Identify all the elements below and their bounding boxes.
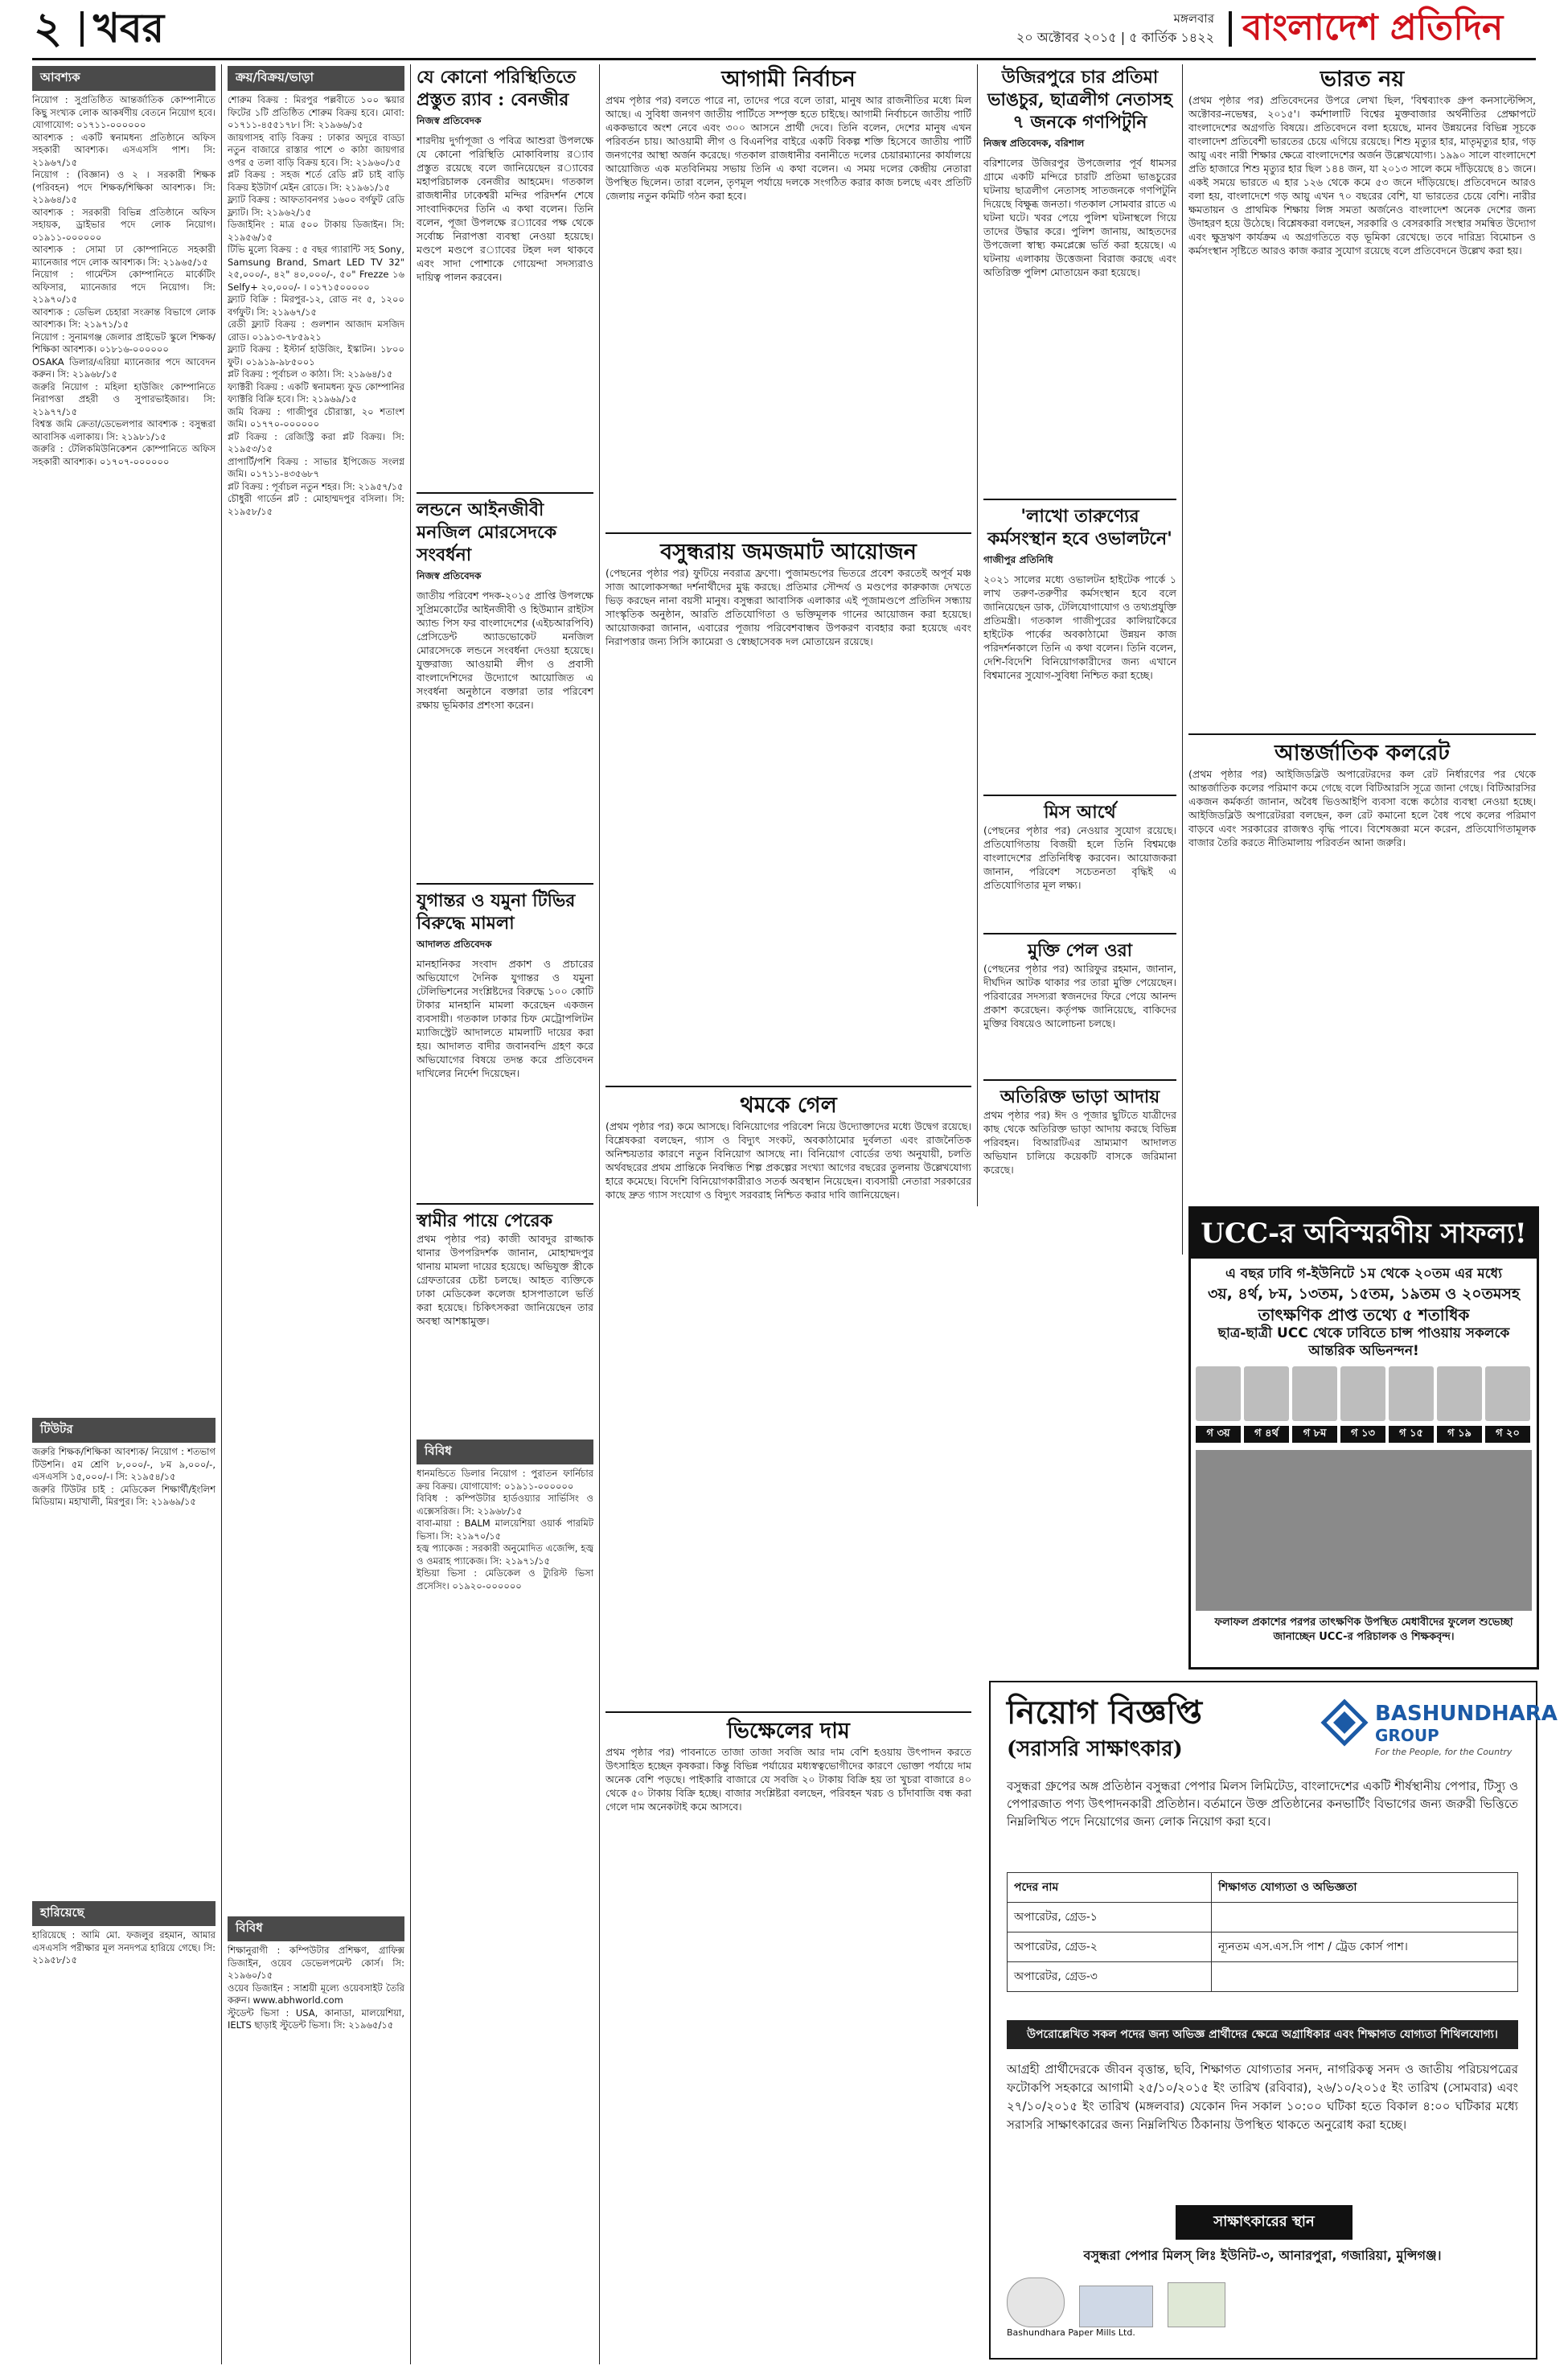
student-photo [1340, 1366, 1385, 1421]
divider [983, 1079, 1176, 1081]
article-headline: মুক্তি পেল ওরা [1027, 940, 1133, 961]
job-table [1007, 1872, 1518, 1992]
classified-text: হারিয়েছে : আমি মো. ফজলুর রহমান, আমার এসএসসি পরীক্ষার মূল সনদপত্র হারিয়ে গেছে। সি: ২১৯৫৮/১৫ [32, 1929, 219, 1965]
divider [983, 499, 1176, 500]
classified-header: হারিয়েছে [32, 1901, 215, 1926]
job-qualification [1212, 1962, 1518, 1992]
article-byline: নিজস্ব প্রতিবেদক, বরিশাল [983, 138, 1085, 149]
article-body: শারদীয় দুর্গাপূজা ও পবিত্র আশুরা উপলক্ষে যে কোনো পরিস্থিতি মোকাবিলায় র‌্যাব প্রস্তুত রয়েছে বলে জানিয়েছেন র‌্যাবের মহাপরিচালক বেনজীর আহমেদ। গতকাল রাজধানীর ঢাকেশ্বরী মন্দির পরিদর্শন শেষে সাংবাদিকদের তিনি এ কথা বলেন। তিনি বলেন, পূজা উপলক্ষে র‌্যাবের পক্ষ থেকে সর্বোচ্চ নিরাপত্তা ব্যবস্থা নেওয়া হয়েছে। মণ্ডপে মণ্ডপে র‌্যাবের টহল দল থাকবে এবং সাদা পোশাকে গোয়েন্দা সদস্যরাও দায়িত্ব পালন করবেন। [417, 134, 597, 283]
article-body: (প্রথম পৃষ্ঠার পর) কমে আসছে। বিনিয়োগের পরিবেশ নিয়ে উদ্যোক্তাদের মধ্যে উদ্বেগ রয়েছে। বিশ্লেষকরা বলছেন, গ্যাস ও বিদ্যুৎ সংকট, অবকাঠামোর দুর্বলতা এবং রাজনৈতিক অনিশ্চয়তার কারণে নতুন বিনিয়োগ আসছে না। বিনিয়োগ বোর্ডের তথ্য অনুযায়ী, চলতি অর্থবছরের প্রথম প্রান্তিকে নিবন্ধিত শিল্প প্রকল্পের সংখ্যা আগের বছরের তুলনায় উল্লেখযোগ্য হারে কমেছে। বিদেশি বিনিয়োগকারীরাও সতর্ক অবস্থান নিয়েছেন। ব্যবসায়ী নেতারা সরকারের কাছে দ্রুত গ্যাস সংযোগ ও বিদ্যুৎ সরবরাহ নিশ্চিত করার দাবি জানিয়েছেন। [605, 1120, 975, 1201]
classifieds-column-1 [32, 66, 219, 2364]
article-body: প্রথম পৃষ্ঠার পর) কাজী আবদুর রাজ্জাক থানার উপপরিদর্শক জানান, মোহাম্মদপুর থানায় মামলা দায়ের হয়েছে। অভিযুক্ত স্ত্রীকে গ্রেফতারের চেষ্টা চলছে। আহত ব্যক্তিকে ঢাকা মেডিকেল কলেজ হাসপাতালে ভর্তি করা হয়েছে। চিকিৎসকরা জানিয়েছেন তার অবস্থা আশঙ্কামুক্ত। [417, 1233, 597, 1327]
classified-header: আবশ্যক [32, 66, 215, 91]
rank-badge: গ ২০ [1485, 1426, 1530, 1443]
article-headline: থমকে গেল [740, 1093, 837, 1118]
classified-text: শোরুম বিক্রয় : মিরপুর পল্লবীতে ১০০ স্কয়ার ফিটের ১টি প্রতিষ্ঠিত শোরুম বিক্রয় হবে। মোবা: ০১৭১১-৪৫৫১৭৮। সি: ২১৯৬৬/১৫ জায়গাসহ বাড়ি বিক্রয় : ঢাকার অদূরে বাড্ডা নতুন বাজারে রাস্তার পাশে ৩ কাঠা জায়গার ওপর ৫ তলা বাড়ি বিক্রয় হবে। সি: ২১৯৬০/১৫ প্লট বিক্রয় : সহজ শর্তে রেডি প্লট চাই বাড়ি বিক্রয় ইউটার্ণ মেইন রোডে। সি: ২১৯৬১/১৫ ফ্ল্যাট বিক্রয় : আফতাবনগর ১৬০০ বর্গফুট রেডি ফ্ল্যাট। সি: ২১৯৬২/১৫ ডিজাইনিং : মাত্র ৫০০ টাকায় ডিজাইন। সি: ২১৯৫৬/১৫ টিভি মুল্যে বিক্রয় : ৫ বছর গ্যারান্টি সহ Sony, Samsung Brand, Smart LED TV 32" ২৫,০০০/-, ৪২" ৪০,০০০/-, ৫০" Frezze ১৬ Selfy+ ২০,০০০/- । ০১৭১৫০০০০০ ফ্ল্যাট বিক্রি : মিরপুর-১২, রোড নং ৫, ১২০০ বর্গফুট। সি: ২১৯৬৭/১৫ রেডী ফ্ল্যাট বিক্রয় : গুলশান আজাদ মসজিদ রোড। ০১৯১৩-৭৮৫৯২১ ফ্ল্যাট বিক্রয় : ইস্টার্ন হাউজিং, ইস্কাটন। ১৮০০ ফুট। ০১৯১৯-৯৮৫০০১ প্লট বিক্রয় : পূর্বাচল ৩ কাঠা। সি: ২১৯৬৪/১৫ ফ্যাক্টরী বিক্রয় : একটি স্বনামধন্য ফুড কোম্পানির ফ্যাক্টরি বিক্রি হবে। সি: ২১৯৬৯/১৫ জমি বিক্রয় : গাজীপুর চৌরাস্তা, ২০ শতাংশ জমি। ০১৭৭০-০০০০০০ প্লট বিক্রয় : রেজিস্ট্রি করা প্লট বিক্রয়। সি: ২১৯৫৩/১৫ প্রাপার্টি/পশি বিক্রয় : সাভার ইপিজেড সংলগ্ন জমি। ০১৭১১-৪৩৫৬৮৭ প্লট বিক্রয় : পূর্বাচল নতুন শহর। সি: ২১৯৫৭/১৫ চৌধুরী গার্ডেন প্লট : মোহাম্মদপুর বসিলা। সি: ২১৯৫৮/১৫ [228, 94, 404, 517]
bashundhara-logo-icon [1320, 1698, 1369, 1747]
rank-badge: গ ৩য় [1196, 1426, 1241, 1443]
job-advertisement [989, 1681, 1558, 2360]
article-body: ২০২১ সালের মধ্যে ওভালটন হাইটেক পার্কে ১ লাখ তরুণ-তরুণীর কর্মসংস্থান হবে বলে জানিয়েছেন ডাক, টেলিযোগাযোগ ও তথ্যপ্রযুক্তি প্রতিমন্ত্রী। গতকাল গাজীপুরের কালিয়াকৈরে হাইটেক পার্কের অবকাঠামো উন্নয়ন কাজ পরিদর্শনকালে তিনি এ কথা বলেন। তিনি বলেন, দেশি-বিদেশি বিনিয়োগকারীদের জন্য এখানে বিশ্বমানের সুযোগ-সুবিধা নিশ্চিত করা হচ্ছে। [983, 573, 1180, 681]
ucc-advertisement [1188, 1206, 1539, 1670]
divider [605, 1086, 971, 1087]
article-body: (প্রথম পৃষ্ঠার পর) আইজিডব্লিউ অপারেটরদের কল রেট নির্ধারণের পর থেকে আন্তর্জাতিক কলের পরিমাণ কমে গেছে বলে বিটিআরসি সূত্রে জানা গেছে। বিটিআরসির একজন কর্মকর্তা জানান, অবৈধ ভিওআইপি ব্যবসা বন্ধে কঠোর ব্যবস্থা নেওয়া হচ্ছে। আইজিডব্লিউ অপারেটররা বলছেন, কল রেট কমানো হলে বৈধ পথে কলের পরিমাণ বাড়বে এবং সরকারের রাজস্বও বৃদ্ধি পাবে। বিশেষজ্ঞরা মনে করেন, প্রতিযোগিতামূলক বাজার তৈরি করতে নীতিমালায় পরিবর্তন আনা জরুরি। [1188, 768, 1539, 848]
job-ad-subtitle: (সরাসরি সাক্ষাৎকার) [1007, 1737, 1183, 1761]
footer-brand: Bashundhara Paper Mills Ltd. [1007, 2327, 1135, 2338]
page-number: ২ [34, 2, 63, 53]
article-body: জাতীয় পরিবেশ পদক-২০১৫ প্রাপ্তি উপলক্ষে সুপ্রিমকোর্টের আইনজীবী ও হিউম্যান রাইটস অ্যান্ড পিস ফর বাংলাদেশের (এইচআরপিবি) প্রেসিডেন্ট অ্যাডভোকেট মনজিল মোরসেদকে লন্ডনে সংবর্ধনা দেওয়া হয়েছে। যুক্তরাজ্য আওয়ামী লীগ ও প্রবাসী বাংলাদেশিদের উদ্যোগে আয়োজিত এ সংবর্ধনা অনুষ্ঠানে বক্তারা তার পরিবেশ রক্ষায় ভূমিকার প্রশংসা করেন। [417, 589, 597, 711]
rank-badge: গ ৮ম [1292, 1426, 1337, 1443]
job-ad-intro: বসুন্ধরা গ্রুপের অঙ্গ প্রতিষ্ঠান বসুন্ধরা পেপার মিলস লিমিটেড, বাংলাদেশের একটি শীর্ষস্থানীয় পেপার, টিস্যু ও পেপারজাত পণ্য উৎপাদনকারী প্রতিষ্ঠান। বর্তমানে উক্ত প্রতিষ্ঠানের কনভার্টিং বিভাগের জন্য জরুরী ভিত্তিতে নিম্নলিখিত পদে নিয়োগের জন্য লোক নিয়োগ করা হবে। [1007, 1779, 1522, 1829]
student-photo [1437, 1366, 1482, 1421]
article-headline: বসুন্ধরায় জমজমাট আয়োজন [660, 540, 917, 565]
classified-header: বিবিধ [417, 1440, 593, 1464]
masthead-day: মঙ্গলবার [1173, 11, 1214, 26]
article-byline: আদালত প্রতিবেদক [417, 939, 492, 950]
divider [417, 1203, 593, 1205]
venue-label: সাক্ষাৎকারের স্থান [1176, 2205, 1353, 2240]
tissue-box-icon [1079, 2286, 1153, 2327]
product-images [1007, 2277, 1518, 2342]
article-headline: ভিক্ষেলের দাম [727, 1719, 850, 1744]
classified-text: জরুরি শিক্ষক/শিক্ষিকা আবশ্যক/ নিয়োগ : শতভাগ টিউশনি। ৫ম শ্রেণি ৮,০০০/-, ৮ম ৯,০০০/-, এসএসসি ১৫,০০০/-। সি: ২১৯৫৪/১৫ জরুরি টিউটর চাই : মেডিকেল শিক্ষার্থী/ইংলিশ মিডিয়াম। মহাখালী, মিরপুর। সি: ২১৯৬৯/১৫ [32, 1446, 215, 1507]
job-ad-body: আগ্রহী প্রার্থীদেরকে জীবন বৃত্তান্ত, ছবি, শিক্ষাগত যোগ্যতার সনদ, নাগরিকত্ব সনদ ও জাতীয় পরিচয়পত্রের ফটোকপি সহকারে আগামী ২৫/১০/২০১৫ ইং তারিখ (রবিবার), ২৬/১০/২০১৫ ইং তারিখ (সোমবার) এবং ২৭/১০/২০১৫ ইং তারিখ (মঙ্গলবার) যেকোন দিন সকাল ১০:০০ ঘটিকা হতে বিকাল ৪:০০ ঘটিকার মধ্যে সরাসরি সাক্ষাৎকারের জন্য নিম্নলিখিত ঠিকানায় উপস্থিত থাকতে অনুরোধ করা হচ্ছে। [1007, 2062, 1522, 2132]
divider [1188, 733, 1536, 735]
article-body: প্রথম পৃষ্ঠার পর) পাবনাতে তাজা তাজা সবজি আর দাম বেশি হওয়ায় উৎপাদন করতে উৎসাহিত হচ্ছেন কৃষকরা। কিন্তু বিভিন্ন পর্যায়ের মধ্যস্বত্বভোগীদের কারণে ভোক্তা পর্যায়ে দাম অনেক বেশি পড়ছে। পাইকারি বাজারে যে সবজি ২০ টাকায় বিক্রি হয় তা খুচরা বাজারে ৪০ থেকে ৫০ টাকায় বিক্রি হচ্ছে। বাজার সংশ্লিষ্টরা বলছেন, পরিবহন খরচ ও চাঁদাবাজি বন্ধ করা গেলে দাম অনেকটাই কমে আসবে। [605, 1746, 975, 1813]
ucc-ad-line: এ বছর ঢাবি গ-ইউনিটে ১ম থেকে ২০তম এর মধ্যে [1225, 1266, 1503, 1282]
masthead-rule [32, 58, 1536, 60]
company-tagline: For the People, for the Country [1375, 1747, 1513, 1757]
student-photo [1292, 1366, 1337, 1421]
venue-address: বসুন্ধরা পেপার মিলস্ লিঃ ইউনিট-৩, আনারপুরা, গজারিয়া, মুন্সিগঞ্জ। [1083, 2248, 1442, 2263]
masthead [0, 0, 1568, 58]
article-body: (পেছনের পৃষ্ঠার পর) ফুটিয়ে নবরাত্র ফ্রণো। পুজামন্ডপের ভিতরে প্রবেশ করতেই অপূর্ব মঞ্চ সাজ আলোকসজ্জা দর্শনার্থীদের মুগ্ধ করছে। প্রতিমার সৌন্দর্য ও মণ্ডপের কারুকাজ দেখতে ভিড় করছেন নানা বয়সী মানুষ। বসুন্ধরা আবাসিক এলাকার এই পূজামণ্ডপে প্রতিদিন সন্ধ্যায় সাংস্কৃতিক অনুষ্ঠান, আরতি প্রতিযোগিতা ও ভক্তিমূলক গানের আয়োজন করা হয়েছে। আয়োজকরা জানান, এবারের পূজায় পরিবেশবান্ধব উপকরণ ব্যবহার করা হয়েছে এবং নিরাপত্তার জন্য সিসি ক্যামেরা ও স্বেচ্ছাসেবক দল মোতায়েন রয়েছে। [605, 567, 975, 647]
ucc-ad-line: তাৎক্ষণিক প্রাপ্ত তথ্যে ৫ শতাধিক [1258, 1305, 1470, 1325]
article-body: প্রথম পৃষ্ঠার পর) ঈদ ও পূজার ছুটিতে যাত্রীদের কাছ থেকে অতিরিক্ত ভাড়া আদায় করছে বিভিন্ন পরিবহন। বিআরটিএর ভ্রাম্যমাণ আদালত অভিযান চালিয়ে কয়েকটি বাসকে জরিমানা করেছে। [983, 1109, 1180, 1176]
article-headline: আগামী নির্বাচন [721, 67, 856, 92]
column-rule [221, 64, 222, 2364]
rank-badge: গ ১৩ [1340, 1426, 1385, 1443]
classified-header: ক্রয়/বিক্রয়/ভাড়া [228, 66, 404, 91]
student-photo [1485, 1366, 1530, 1421]
article-headline: যুগান্তর ও যমুনা টিভির বিরুদ্ধে মামলা [417, 890, 576, 934]
section-title: খবর [93, 4, 165, 51]
news-column-4 [605, 66, 975, 2364]
divider [605, 1711, 971, 1713]
rank-badge: গ ১৯ [1437, 1426, 1482, 1443]
group-photo [1196, 1450, 1532, 1611]
company-name: BASHUNDHARA [1375, 1702, 1558, 1726]
column-rule [1182, 64, 1183, 1255]
article-body: (প্রথম পৃষ্ঠার পর) প্রতিবেদনের উপরে লেখা ছিল, 'বিশ্বব্যাংক গ্রুপ কনসাল্টেন্সিস, অক্টোবর-নভেম্বর, ২০১৫'। কর্মশালাটি বিশ্বের মুক্তবাজার অর্থনীতির প্রেক্ষাপটে বাংলাদেশের অগ্রগতি বিষয়ে। প্রতিবেদনে বলা হয়েছে, মানব উন্নয়নের বিভিন্ন সূচকে বাংলাদেশ প্রতিবেশী ভারতের চেয়ে এগিয়ে রয়েছে। শিশু মৃত্যুর হার, মাতৃমৃত্যুর হার, গড় আয়ু এবং নারী শিক্ষার ক্ষেত্রে বাংলাদেশের অর্জন উল্লেখযোগ্য। ১৯৯০ সালে বাংলাদেশে প্রতি হাজারে শিশু মৃত্যুর হার ছিল ১৪৪ জন, যা ২০১৩ সালে কমে দাঁড়িয়েছে ৪১ জনে। একই সময়ে ভারতে এ হার ১২৬ থেকে কমে ৫৩ জনে দাঁড়িয়েছে। প্রতিবেদনে আরও বলা হয়, বাংলাদেশে গড় আয়ু এখন ৭০ বছরের বেশি, যা ভারতের চেয়ে বেশি। নারীর ক্ষমতায়ন ও প্রাথমিক শিক্ষায় লিঙ্গ সমতা অর্জনেও বাংলাদেশ অনেক দেশের জন্য উদাহরণ হয়ে উঠেছে। বিশ্লেষকরা বলছেন, সরকারি ও বেসরকারি সংস্থার সমন্বিত উদ্যোগ এবং ক্ষুদ্রঋণ কার্যক্রম এ অগ্রগতিতে বড় ভূমিকা রেখেছে। তবে দারিদ্র্য বিমোচন ও কর্মসংস্থান সৃষ্টিতে আরও কাজ করার সুযোগ রয়েছে বলে প্রতিবেদনে উল্লেখ করা হয়। [1188, 94, 1539, 257]
column-rule [410, 64, 411, 2364]
job-qualification [1212, 1903, 1518, 1932]
article-headline: অতিরিক্ত ভাড়া আদায় [999, 1086, 1160, 1107]
masthead-divider-left [80, 11, 84, 47]
divider [605, 532, 971, 534]
article-headline: যে কোনো পরিস্থিতিতে প্রস্তুত র‌্যাব : বেনজীর [417, 67, 577, 110]
masthead-date: ২০ অক্টোবর ২০১৫ | ৫ কার্তিক ১৪২২ [1016, 30, 1214, 45]
article-body: (পেছনের পৃষ্ঠার পর) নেওয়ার সুযোগ রয়েছে। প্রতিযোগিতায় বিজয়ী হলে তিনি বিশ্বমঞ্চে বাংলাদেশের প্রতিনিধিত্ব করবেন। আয়োজকরা জানান, পরিবেশ সচেতনতা বৃদ্ধিই এ প্রতিযোগিতার মূল লক্ষ্য। [983, 824, 1180, 891]
rank-badge: গ ১৫ [1389, 1426, 1434, 1443]
divider [417, 492, 593, 494]
article-body: প্রথম পৃষ্ঠার পর) বলতে পারে না, তাদের পরে বলে তারা, মানুষ আর রাজনীতির মধ্যে মিল আছে। এ সুবিধা জনগণ জাতীয় পার্টিতে সম্পৃক্ত হতে চাইছে। আগামী নির্বাচনে জাতীয় পার্টি এককভাবে অংশ নেবে এবং ৩০০ আসনে প্রার্থী দেবে। তিনি বলেন, দেশের মানুষ এখন পরিবর্তন চায়। আওয়ামী লীগ ও বিএনপির বাইরে একটি বিকল্প শক্তি হিসেবে জাতীয় পার্টি জনগণের আস্থা অর্জন করেছে। গতকাল রাজধানীর বনানীতে দলের চেয়ারম্যানের কার্যালয়ে আয়োজিত এক মতবিনিময় সভায় তিনি এ কথা বলেন। এ সময় দলের কেন্দ্রীয় নেতারা উপস্থিত ছিলেন। তারা বলেন, তৃণমূল পর্যায়ে দলকে সংগঠিত করার কাজ চলছে এবং প্রতিটি জেলায় নতুন কমিটি গঠন করা হবে। [605, 94, 975, 202]
rank-badge: গ ৪র্থ [1244, 1426, 1289, 1443]
student-photo [1389, 1366, 1434, 1421]
company-group: GROUP [1375, 1726, 1439, 1745]
article-body: (পেছনের পৃষ্ঠার পর) আরিফুর রহমান, জানান, দীর্ঘদিন আটক থাকার পর তারা মুক্তি পেয়েছেন। পরিবারের সদস্যরা স্বজনদের ফিরে পেয়ে আনন্দ প্রকাশ করেছেন। কর্তৃপক্ষ জানিয়েছে, বাকিদের মুক্তির বিষয়েও আলোচনা চলছে। [983, 963, 1180, 1029]
article-headline: আন্তর্জাতিক কলরেট [1275, 741, 1450, 766]
masthead-divider-right [1229, 11, 1232, 47]
classified-text: শিক্ষানুরাগী : কম্পিউটার প্রশিক্ষণ, গ্রাফিক্স ডিজাইন, ওয়েব ডেভেলপমেন্ট কোর্স। সি: ২১৯৬০/১৫ ওয়েব ডিজাইন : সাশ্রয়ী মূল্যে ওয়েবসাইট তৈরি করুন। www.abhworld.com স্টুডেন্ট ভিসা : USA, কানাডা, মালয়েশিয়া, IELTS ছাড়াই স্টুডেন্ট ভিসা। সি: ২১৯৬৫/১৫ [228, 1945, 404, 2031]
divider [417, 883, 593, 885]
job-post: অপারেটর, গ্রেড-১ [1008, 1903, 1212, 1932]
news-column-6 [1188, 66, 1539, 1192]
article-headline: উজিরপুরে চার প্রতিমা ভাঙচুর, ছাত্রলীগ নেতাসহ ৭ জনকে গণপিটুনি [987, 67, 1172, 133]
news-column-5 [983, 66, 1180, 1206]
article-byline: নিজস্ব প্রতিবেদক [417, 115, 482, 126]
article-headline: ভারত নয় [1320, 67, 1405, 92]
classified-text: নিয়োগ : সুপ্রতিষ্ঠিত আন্তর্জাতিক কোম্পানীতে কিছু সংখ্যক লোক আকর্ষণীয় বেতনে নিয়োগ হবে। যোগাযোগ: ০১৭১১-০০০০০০ আবশ্যক : একটি স্বনামধন্য প্রতিষ্ঠানে অফিস সহকারী আবশ্যক। এসএসসি পাশ। সি: ২১৯৬৭/১৫ নিয়োগ : (বিজ্ঞান) ও ২ । সরকারী শিক্ষক (পরিবহন) পদে শিক্ষক/শিক্ষিকা আবশ্যক। সি: ২১৯৬৪/১৫ আবশ্যক : সরকারী বিভিন্ন প্রতিষ্ঠানে অফিস সহায়ক, ড্রাইভার পদে লোক নিয়োগ। ০১৯১১-০০০০০০ আবশ্যক : সোমা ঢা কোম্পানিতে সহকারী ম্যানেজার পদে লোক আবশ্যক। সি: ২১৯৬৫/১৫ নিয়োগ : গার্মেন্টস কোম্পানিতে মার্কেটিং অফিসার, ম্যানেজার পদে নিয়োগ। সি: ২১৯৭০/১৫ আবশ্যক : ডেভিল চেহারা সংক্রান্ত বিভাগে লোক আবশ্যক। সি: ২১৯৭১/১৫ নিয়োগ : সুনামগঞ্জ জেলার প্রাইভেট স্কুলে শিক্ষক/শিক্ষিকা আবশ্যক। ০১৮১৬-০০০০০০ OSAKA ডিলার/এরিয়া ম্যানেজার পদে আবেদন করুন। সি: ২১৯৬৮/১৫ জরুরি নিয়োগ : মহিলা হাউজিং কোম্পানিতে নিরাপত্তা প্রহরী ও সুপারভাইজার। সি: ২১৯৭৭/১৫ বিশ্বস্ত জমি ক্রেতা/ডেভেলপার আবশ্যক : বসুন্ধরা আবাসিক এলাকায়। সি: ২১৯৮১/১৫ জরুরি : টেলিকমিউনিকেশন কোম্পানিতে অফিস সহকারী আবশ্যক। ০১৭০৭-০০০০০০ [32, 94, 215, 467]
ucc-ad-line: ছাত্র-ছাত্রী UCC থেকে ঢাবিতে চান্স পাওয়ায় সকলকে আন্তরিক অভিনন্দন! [1217, 1325, 1510, 1359]
column-rule [977, 64, 978, 1206]
classifieds-column-2 [228, 66, 404, 2364]
article-headline: মিস আর্থে [1044, 802, 1116, 823]
job-table-header: শিক্ষাগত যোগ্যতা ও অভিজ্ঞতা [1212, 1873, 1518, 1903]
article-headline: লন্ডনে আইনজীবী মনজিল মোরসেদকে সংবর্ধনা [417, 499, 557, 565]
classified-text: ধানমন্ডিতে ডিলার নিয়োগ : পুরাতন ফার্নিচার ক্রয় বিক্রয়। যোগাযোগ: ০১৯১১-০০০০০০ বিবিধ : কম্পিউটার হার্ডওয়্যার সার্ভিসিং ও এক্সেসরিজ। সি: ২১৯৬৮/১৫ বাবা-মায়া : BALM মালয়েশিয়া ওয়ার্ক পারমিট ভিসা। সি: ২১৯৭০/১৫ হজ্ব প্যাকেজ : সরকারী অনুমোদিত এজেন্সি, হজ্ব ও ওমরাহ প্যাকেজ। সি: ২১৯৭১/১৫ ইন্ডিয়া ভিসা : মেডিকেল ও ট্যুরিস্ট ভিসা প্রসেসিং। ০১৯২০-০০০০০০ [417, 1468, 593, 1592]
paper-name-logo: বাংলাদেশ প্রতিদিন [1242, 7, 1504, 48]
paper-pack-icon [1168, 2282, 1225, 2327]
job-ad-title: নিয়োগ বিজ্ঞপ্তি [1007, 1694, 1203, 1731]
job-table-header: পদের নাম [1008, 1873, 1212, 1903]
article-byline: গাজীপুর প্রতিনিধি [983, 554, 1053, 565]
classified-header: টিউটর [32, 1418, 215, 1443]
divider [983, 795, 1176, 796]
job-qualification: ন্যূনতম এস.এস.সি পাশ / ট্রেড কোর্স পাশ। [1212, 1932, 1518, 1962]
job-post: অপারেটর, গ্রেড-২ [1008, 1932, 1212, 1962]
article-body: বরিশালের উজিরপুর উপজেলার পূর্ব ধামসর গ্রামে একটি মন্দিরে চারটি প্রতিমা ভাঙচুরের ঘটনায় ছাত্রলীগ নেতাসহ সাতজনকে গণপিটুনি দিয়েছে বিক্ষুব্ধ জনতা। গতকাল সোমবার রাতে এ ঘটনা ঘটে। খবর পেয়ে পুলিশ ঘটনাস্থলে গিয়ে তাদের উদ্ধার করে। পুলিশ জানায়, আহতদের উপজেলা স্বাস্থ্য কমপ্লেক্সে ভর্তি করা হয়েছে। এ ঘটনায় এলাকায় উত্তেজনা বিরাজ করছে এবং অতিরিক্ত পুলিশ মোতায়েন করা হয়েছে। [983, 157, 1180, 278]
article-body: মানহানিকর সংবাদ প্রকাশ ও প্রচারের অভিযোগে দৈনিক যুগান্তর ও যমুনা টেলিভিশনের সংশ্লিষ্টদের বিরুদ্ধে ১০০ কোটি টাকার মানহানি মামলা করেছেন একজন ব্যবসায়ী। গতকাল ঢাকার চিফ মেট্রোপলিটন ম্যাজিস্ট্রেট আদালতে মামলাটি দায়ের করা হয়। আদালত বাদীর জবানবন্দি গ্রহণ করে অভিযোগের বিষয়ে তদন্ত করে প্রতিবেদন দাখিলের নির্দেশ দিয়েছেন। [417, 958, 597, 1079]
ucc-ad-title: UCC-র অবিস্মরণীয় সাফল্য! [1191, 1209, 1537, 1259]
article-headline: স্বামীর পায়ে পেরেক [417, 1210, 553, 1231]
ucc-ad-footer: ফলাফল প্রকাশের পরপর তাৎক্ষণিক উপস্থিত মেধাবীদের ফুলেল শুভেচ্ছা জানাচ্ছেন UCC-র পরিচালক ও শিক্ষকবৃন্দ। [1214, 1616, 1513, 1643]
job-ad-note: উপরোল্লেখিত সকল পদের জন্য অভিজ্ঞ প্রার্থীদের ক্ষেত্রে অগ্রাধিকার এবং শিক্ষাগত যোগ্যতা শিথিলযোগ্য। [1007, 2020, 1518, 2049]
column-rule [599, 64, 600, 2364]
ucc-ad-line: ৩য়, ৪র্থ, ৮ম, ১৩তম, ১৫তম, ১৯তম ও ২০তমসহ [1208, 1285, 1520, 1303]
news-column-3 [417, 66, 597, 2364]
student-photo [1196, 1366, 1241, 1421]
article-headline: 'লাখো তারুণ্যের কর্মসংস্থান হবে ওভালটনে' [987, 506, 1172, 549]
student-photo [1244, 1366, 1289, 1421]
classified-header: বিবিধ [228, 1916, 404, 1941]
divider [983, 933, 1176, 934]
paper-roll-icon [1007, 2277, 1065, 2327]
job-post: অপারেটর, গ্রেড-৩ [1008, 1962, 1212, 1992]
article-byline: নিজস্ব প্রতিবেদক [417, 570, 482, 581]
